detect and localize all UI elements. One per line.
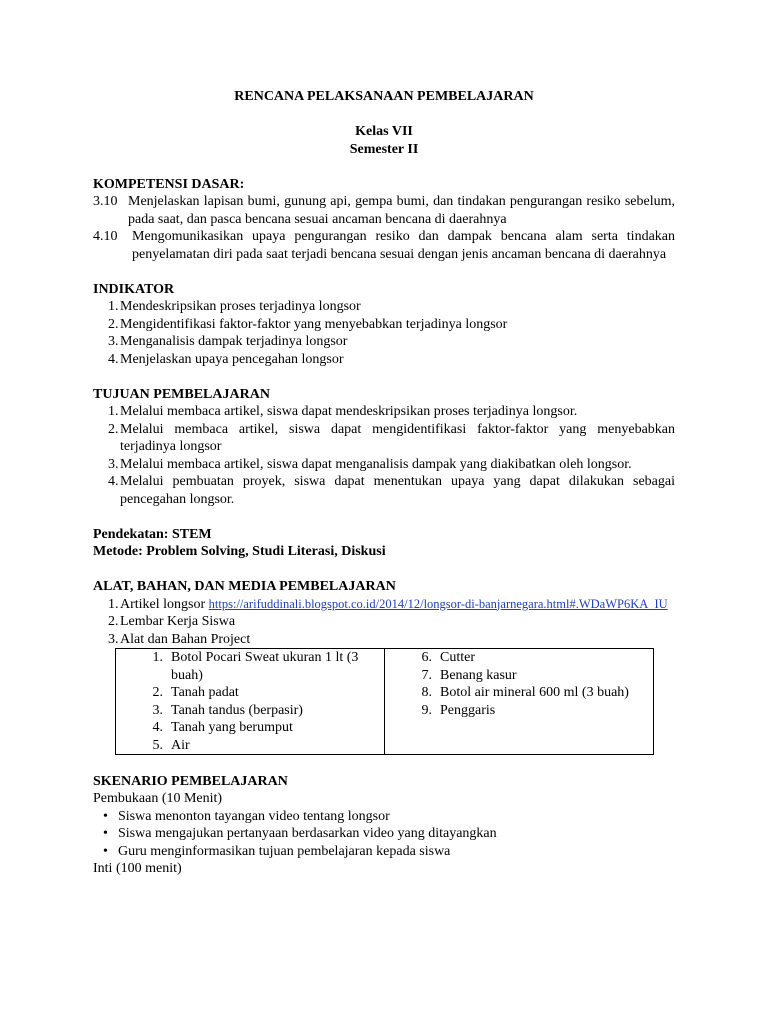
list-item — [385, 649, 653, 667]
tujuan-list — [93, 403, 675, 508]
list-item — [116, 702, 384, 720]
inti-label: Inti (100 menit) — [93, 861, 182, 876]
list-number: 6. — [421, 650, 432, 665]
pembukaan-label: Pembukaan (10 Menit) — [93, 791, 223, 806]
list-item — [116, 719, 384, 737]
list-number: 3. — [108, 334, 119, 349]
bullet-item — [93, 808, 675, 826]
list-number: 2. — [108, 316, 119, 332]
list-text: Melalui membaca artikel, siswa dapat mengidentifikasi faktor-faktor yang menyebabkan terjadinya longsor — [120, 421, 675, 454]
bullet-icon: • — [103, 843, 108, 859]
list-item — [93, 351, 675, 369]
list-item — [93, 316, 675, 334]
list-number: 1. — [108, 299, 119, 314]
list-number: 9. — [421, 702, 432, 718]
list-item — [93, 596, 675, 614]
list-number: 7. — [421, 667, 432, 683]
list-item — [93, 631, 675, 649]
list-text: Air — [171, 737, 190, 753]
list-number: 1. — [152, 650, 163, 665]
materials-right-cell — [385, 649, 654, 755]
list-item — [93, 456, 675, 474]
list-text: Melalui pembuatan proyek, siswa dapat menentukan upaya yang dapat dilakukan sebagai pencegahan longsor. — [120, 474, 675, 507]
list-text: Melalui membaca artikel, siswa dapat menganalisis dampak yang diakibatkan oleh longsor. — [120, 456, 632, 472]
kompetensi-item — [93, 228, 675, 263]
materials-right-list — [385, 649, 653, 719]
list-number: 2. — [108, 421, 119, 437]
list-number: 1. — [108, 404, 119, 419]
list-text: Lembar Kerja Siswa — [120, 614, 236, 629]
document-content — [93, 88, 675, 878]
list-item — [93, 421, 675, 456]
kompetensi-number: 3.10 — [93, 194, 118, 209]
list-item — [93, 403, 675, 421]
list-text: Botol Pocari Sweat ukuran 1 lt (3 buah) — [171, 650, 359, 683]
indikator-list — [93, 298, 675, 368]
metode-label: Metode: Problem Solving, Studi Literasi, Diskusi — [93, 544, 386, 559]
materials-left-cell — [116, 649, 385, 755]
list-number: 5. — [152, 737, 163, 753]
list-item — [385, 684, 653, 702]
bullet-item — [93, 843, 675, 861]
list-text: Cutter — [440, 650, 475, 665]
semester-label: Semester II — [349, 141, 419, 157]
list-text: Menganalisis dampak terjadinya longsor — [120, 334, 348, 349]
list-number: 4. — [108, 474, 119, 489]
tujuan-heading: TUJUAN PEMBELAJARAN — [93, 386, 270, 402]
list-item — [116, 737, 384, 755]
list-item — [93, 333, 675, 351]
list-item — [385, 702, 653, 720]
bullet-text: Siswa mengajukan pertanyaan berdasarkan video yang ditayangkan — [118, 826, 497, 841]
pembukaan-bullets — [93, 808, 675, 861]
list-text: Tanah yang berumput — [171, 720, 293, 735]
list-text: Tanah tandus (berpasir) — [171, 702, 303, 718]
alat-list — [93, 596, 675, 649]
list-number: 4. — [108, 351, 119, 367]
bullet-icon: • — [103, 826, 108, 841]
list-text: Menjelaskan upaya pencegahan longsor — [120, 351, 344, 367]
skenario-heading: SKENARIO PEMBELAJARAN — [93, 773, 288, 789]
kompetensi-number: 4.10 — [93, 229, 118, 244]
alat-heading: ALAT, BAHAN, DAN MEDIA PEMBELAJARAN — [93, 579, 396, 594]
list-text: Melalui membaca artikel, siswa dapat mendeskripsikan proses terjadinya longsor. — [120, 404, 578, 419]
bullet-text: Guru menginformasikan tujuan pembelajaran kepada siswa — [118, 843, 451, 859]
list-item — [116, 684, 384, 702]
kompetensi-item — [93, 193, 675, 228]
list-text: Benang kasur — [440, 667, 517, 683]
indikator-heading: INDIKATOR — [93, 281, 175, 297]
list-number: 2. — [108, 614, 119, 629]
kompetensi-text: Menjelaskan lapisan bumi, gunung api, gempa bumi, dan tindakan pengurangan resiko sebelum, pada saat, dan pasca bencana sesuai ancaman bencana di daerahnya — [128, 194, 675, 227]
list-item — [93, 473, 675, 508]
list-number: 8. — [421, 685, 432, 700]
kompetensi-heading: KOMPETENSI DASAR: — [93, 176, 245, 192]
list-number: 1. — [108, 596, 119, 612]
list-text: Mengidentifikasi faktor-faktor yang menyebabkan terjadinya longsor — [120, 316, 508, 332]
bullet-text: Siswa menonton tayangan video tentang longsor — [118, 808, 390, 824]
list-item — [93, 298, 675, 316]
list-text: Tanah padat — [171, 685, 239, 700]
class-label: Kelas VII — [355, 124, 413, 139]
list-number: 2. — [152, 685, 163, 700]
document-title: RENCANA PELAKSANAAN PEMBELAJARAN — [234, 89, 534, 104]
list-text: Botol air mineral 600 ml (3 buah) — [440, 685, 629, 700]
bullet-icon: • — [103, 808, 108, 824]
materials-left-list — [116, 649, 384, 754]
pendekatan-label: Pendekatan: STEM — [93, 526, 212, 542]
bullet-item — [93, 825, 675, 843]
article-label: Artikel longsor — [120, 596, 206, 612]
materials-table — [115, 648, 654, 755]
list-number: 4. — [152, 720, 163, 735]
list-text: Mendeskripsikan proses terjadinya longsor — [120, 299, 361, 314]
article-link[interactable]: https://arifuddinali.blogspot.co.id/2014/12/longsor-di-banjarnegara.html#.WDaWP6KA_IU — [208, 596, 668, 611]
list-number: 3. — [108, 631, 119, 647]
list-item — [116, 649, 384, 684]
kompetensi-text: Mengomunikasikan upaya pengurangan resiko dan dampak bencana alam serta tindakan penyelamatan diri pada saat terjadi bencana sesuai dengan jenis ancaman bencana di daerahnya — [132, 229, 675, 262]
list-item — [93, 613, 675, 631]
list-number: 3. — [152, 702, 163, 718]
list-number: 3. — [108, 456, 119, 472]
list-item — [385, 667, 653, 685]
list-text: Penggaris — [440, 702, 496, 718]
list-text: Alat dan Bahan Project — [120, 631, 251, 647]
